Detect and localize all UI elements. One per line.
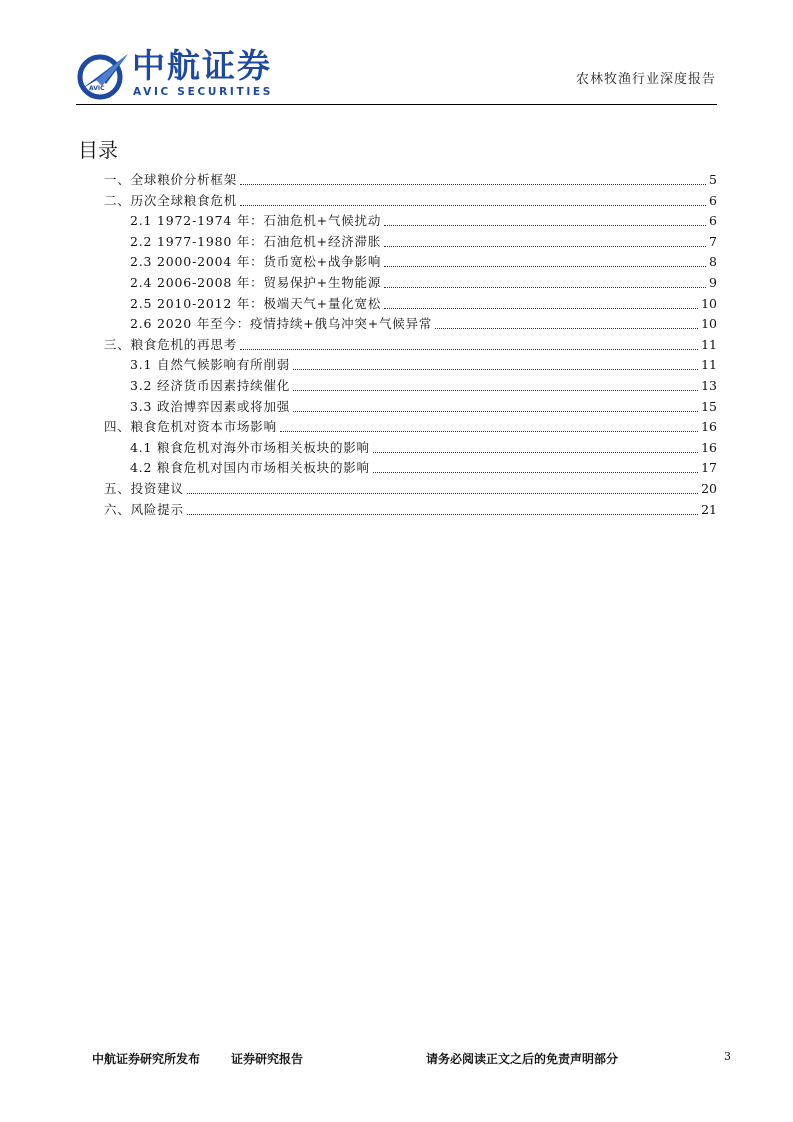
toc-leader-dots [384,225,706,226]
toc-entry-page: 16 [701,419,717,435]
toc-entry-text: 六、风险提示 [104,501,184,517]
avic-logo [76,48,286,104]
toc-leader-dots [187,514,698,515]
logo-english-name: AVIC SECURITIES [133,86,274,98]
toc-entry-page: 7 [709,233,717,249]
toc-leader-dots [187,493,698,494]
toc-entry-page: 17 [701,460,717,476]
page-number: 3 [724,1050,731,1063]
toc-entry-text: 2.4 2006-2008 年：贸易保护+生物能源 [130,275,382,290]
toc-entry-page: 8 [709,254,717,270]
toc-entry-text: 二、历次全球粮食危机 [104,192,238,208]
footer-report-label: 证券研究报告 [231,1052,304,1066]
toc-entry[interactable] [130,232,717,252]
footer-disclaimer: 请务必阅读正文之后的免责声明部分 [426,1052,619,1066]
toc-leader-dots [384,308,698,309]
report-type-label: 农林牧渔行业深度报告 [575,72,716,87]
toc-entry-page: 11 [701,357,717,373]
toc-leader-dots [384,266,706,267]
toc-leader-dots [293,369,698,370]
toc-entry[interactable] [104,417,717,437]
header-divider [76,104,717,105]
logo-mark-text: AVIC [89,85,105,92]
toc-entry-page: 15 [701,398,717,414]
toc-entry-text: 一、全球粮价分析框架 [104,172,238,187]
toc-entry[interactable] [104,191,717,211]
toc-leader-dots [293,411,698,412]
toc-entry[interactable] [130,376,717,396]
toc-entry[interactable] [130,273,717,293]
toc-entry[interactable] [104,479,717,499]
toc-leader-dots [435,328,698,329]
toc-entry-page: 11 [701,336,717,352]
toc-entry[interactable] [104,335,717,355]
toc-leader-dots [280,431,698,432]
toc-leader-dots [373,452,698,453]
footer-publisher: 中航证券研究所发布 [92,1052,201,1066]
toc-entry-page: 13 [701,378,717,393]
toc-entry[interactable] [104,500,717,520]
avic-plane-icon [76,50,132,100]
toc-leader-dots [384,246,706,247]
toc-entry-text: 五、投资建议 [104,481,184,496]
toc-entry[interactable] [130,397,717,417]
toc-leader-dots [373,472,698,473]
toc-entry-text: 三、粮食危机的再思考 [104,336,238,352]
toc-entry-text: 2.3 2000-2004 年：货币宽松+战争影响 [130,254,382,270]
toc-entry-page: 6 [709,192,717,208]
toc-entry-text: 3.1 自然气候影响有所削弱 [130,357,291,373]
toc-entry-page: 5 [709,172,717,187]
toc-entry-text: 4.2 粮食危机对国内市场相关板块的影响 [130,460,370,476]
toc-entry[interactable] [104,170,717,190]
toc-entry[interactable] [130,252,717,272]
toc-entry-text: 四、粮食危机对资本市场影响 [104,419,277,435]
page-header [0,0,793,110]
logo-chinese-name: 中航证券 [132,46,272,85]
toc-entry-page: 21 [701,501,717,517]
toc-entry-page: 6 [709,213,717,229]
toc-entry-page: 10 [701,316,717,332]
toc-title: 目录 [78,138,118,162]
toc-leader-dots [240,184,706,185]
page-footer [0,1050,793,1074]
toc-entry-page: 10 [701,295,717,311]
toc-entry-text: 2.2 1977-1980 年：石油危机+经济滞胀 [130,233,382,249]
toc-leader-dots [240,205,706,206]
toc-entry[interactable] [130,438,717,458]
toc-entry[interactable] [130,211,717,231]
toc-entry[interactable] [130,355,717,375]
toc-entry-text: 2.5 2010-2012 年：极端天气+量化宽松 [130,295,382,311]
toc-leader-dots [293,390,698,391]
toc-entry[interactable] [130,294,717,314]
toc-entry-page: 16 [701,439,717,455]
toc-leader-dots [240,349,698,350]
toc-entry-page: 9 [709,275,717,290]
toc-entry-text: 4.1 粮食危机对海外市场相关板块的影响 [130,439,370,455]
toc-leader-dots [384,287,706,288]
toc-entry-text: 2.1 1972-1974 年：石油危机+气候扰动 [130,213,382,229]
toc-entry-text: 2.6 2020 年至今：疫情持续+俄乌冲突+气候异常 [130,316,433,332]
toc-entry-page: 20 [701,481,717,496]
toc-entry[interactable] [130,458,717,478]
toc-entry-text: 3.2 经济货币因素持续催化 [130,378,291,393]
toc-entry-text: 3.3 政治博弈因素或将加强 [130,398,291,414]
toc-entry[interactable] [130,314,717,334]
